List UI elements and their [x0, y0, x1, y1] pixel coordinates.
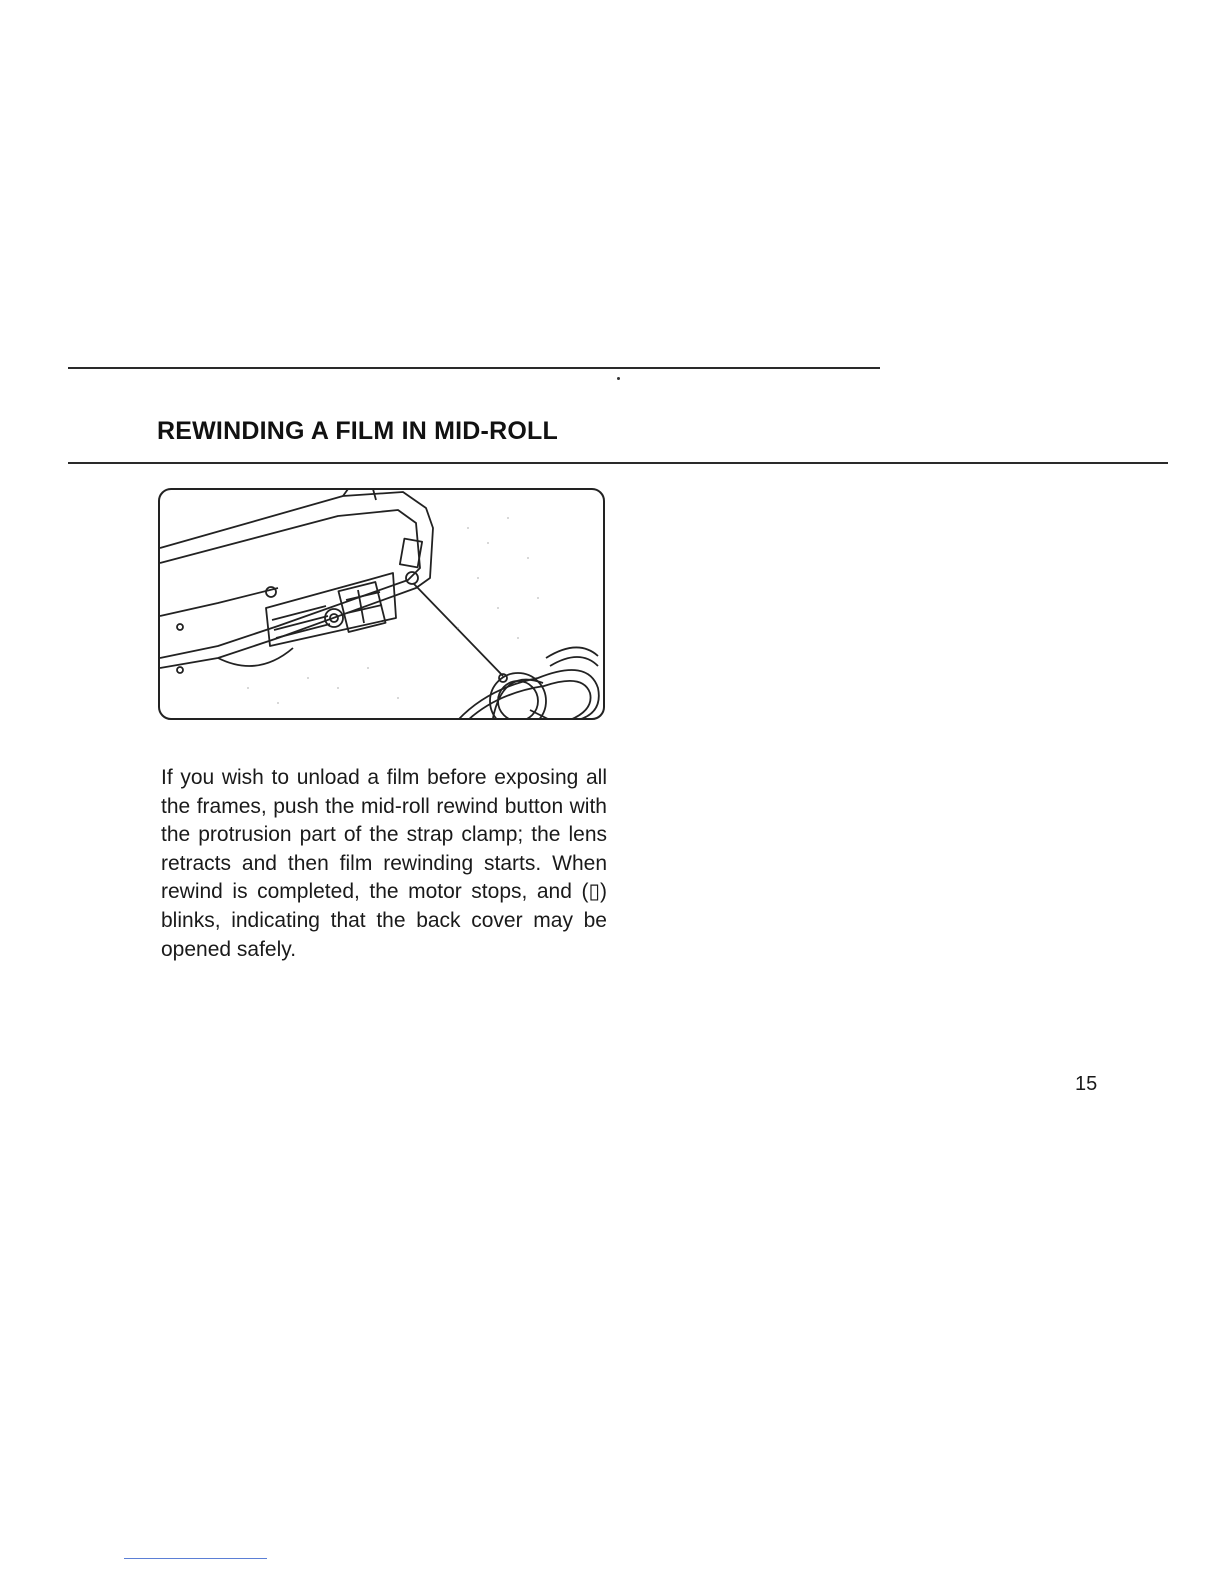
- scan-speck: [617, 377, 620, 380]
- header-rule-top: [68, 367, 880, 369]
- instruction-paragraph: If you wish to unload a film before exposing all the frames, push the mid-roll rewind button with the protrusion part of the strap clamp; the lens retracts and then film rewinding starts. When rewind is completed, the motor stops, and (▯) blinks, indicating that the back cover may be opened safely.: [161, 766, 607, 961]
- camera-strap-clamp-illustration: [158, 488, 605, 720]
- page-number: 15: [1075, 1073, 1098, 1095]
- section-title: REWINDING A FILM IN MID-ROLL: [157, 417, 558, 445]
- footer-underline: [124, 1558, 267, 1559]
- header-rule-bottom: [68, 462, 1168, 464]
